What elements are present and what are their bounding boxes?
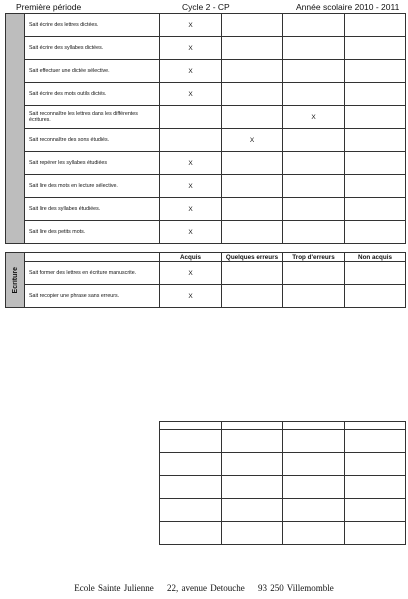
evaluation-cell[interactable] — [345, 221, 406, 244]
empty-row — [160, 430, 406, 453]
evaluation-cell[interactable] — [283, 83, 345, 106]
empty-cell[interactable] — [222, 499, 283, 522]
empty-cell[interactable] — [283, 453, 345, 476]
evaluation-cell[interactable] — [283, 152, 345, 175]
evaluation-cell[interactable] — [222, 83, 283, 106]
evaluation-cell[interactable] — [345, 285, 406, 308]
evaluation-cell[interactable] — [345, 175, 406, 198]
evaluation-cell[interactable] — [222, 262, 283, 285]
table-row — [6, 14, 406, 37]
criterion-label: Sait lire des petits mots. — [25, 221, 160, 244]
evaluation-cell[interactable] — [345, 83, 406, 106]
evaluation-cell[interactable] — [222, 175, 283, 198]
evaluation-cell[interactable] — [283, 198, 345, 221]
empty-cell[interactable] — [222, 476, 283, 499]
evaluation-cell[interactable] — [283, 262, 345, 285]
criterion-label: Sait lire des syllabes étudiées. — [25, 198, 160, 221]
empty-cell[interactable] — [160, 453, 222, 476]
empty-cell[interactable] — [222, 453, 283, 476]
empty-row — [160, 422, 406, 430]
criterion-label: Sait écrire des lettres dictées. — [25, 14, 160, 37]
empty-row — [160, 522, 406, 545]
evaluation-cell[interactable]: X — [160, 175, 222, 198]
empty-cell[interactable] — [283, 499, 345, 522]
evaluation-cell[interactable]: X — [160, 152, 222, 175]
evaluation-cell[interactable] — [283, 221, 345, 244]
column-header: Non acquis — [345, 253, 406, 262]
evaluation-cell[interactable] — [283, 14, 345, 37]
evaluation-cell[interactable] — [222, 106, 283, 129]
evaluation-cell[interactable] — [222, 221, 283, 244]
empty-cell[interactable] — [345, 499, 406, 522]
table-row — [6, 60, 406, 83]
school-address — [0, 583, 408, 593]
empty-cell[interactable] — [283, 522, 345, 545]
table-row — [6, 221, 406, 244]
period-title: Première période — [16, 2, 82, 12]
table-row — [6, 285, 406, 308]
evaluation-cell[interactable]: X — [160, 198, 222, 221]
table-row — [6, 175, 406, 198]
evaluation-cell[interactable] — [160, 106, 222, 129]
evaluation-cell[interactable] — [345, 106, 406, 129]
evaluation-cell[interactable] — [222, 37, 283, 60]
table-row — [6, 83, 406, 106]
school-city: 93 250 Villemomble — [257, 583, 334, 593]
evaluation-cell[interactable]: X — [160, 37, 222, 60]
section-label: Ecriture — [11, 266, 19, 294]
evaluation-cell[interactable] — [283, 285, 345, 308]
empty-cell[interactable] — [345, 422, 406, 430]
criterion-label: Sait former des lettres en écriture manuscrite. — [25, 262, 160, 285]
evaluation-cell[interactable]: X — [160, 14, 222, 37]
criterion-label: Sait écrire des mots outils dictés. — [25, 83, 160, 106]
evaluation-cell[interactable] — [283, 60, 345, 83]
evaluation-cell[interactable] — [345, 152, 406, 175]
cycle-title: Cycle 2 - CP — [182, 2, 230, 12]
empty-cell[interactable] — [222, 422, 283, 430]
evaluation-cell[interactable] — [345, 129, 406, 152]
empty-cell[interactable] — [283, 430, 345, 453]
table-row — [6, 152, 406, 175]
empty-cell[interactable] — [160, 422, 222, 430]
evaluation-cell[interactable]: X — [160, 83, 222, 106]
empty-cell[interactable] — [160, 499, 222, 522]
evaluation-cell[interactable] — [283, 129, 345, 152]
section-label-cell — [6, 253, 25, 308]
evaluation-cell[interactable]: X — [160, 60, 222, 83]
evaluation-cell[interactable]: X — [283, 106, 345, 129]
school-street: 22, avenue Detouche — [166, 583, 245, 593]
empty-cell[interactable] — [160, 522, 222, 545]
empty-cell[interactable] — [283, 422, 345, 430]
evaluation-cell[interactable]: X — [160, 285, 222, 308]
evaluation-cell[interactable] — [283, 175, 345, 198]
evaluation-cell[interactable] — [345, 198, 406, 221]
table-row — [6, 106, 406, 129]
empty-cell[interactable] — [345, 476, 406, 499]
criterion-label: Sait reconnaître les lettres dans les différentes écritures. — [25, 106, 160, 129]
evaluation-cell[interactable] — [345, 60, 406, 83]
criterion-label: Sait repérer les syllabes étudiées — [25, 152, 160, 175]
column-header-row — [6, 253, 406, 262]
evaluation-cell[interactable] — [222, 60, 283, 83]
evaluation-cell[interactable] — [222, 285, 283, 308]
column-header: Acquis — [160, 253, 222, 262]
table-row — [6, 198, 406, 221]
empty-cell[interactable] — [283, 476, 345, 499]
evaluation-cell[interactable]: X — [160, 262, 222, 285]
empty-row — [160, 453, 406, 476]
criterion-label: Sait effectuer une dictée sélective. — [25, 60, 160, 83]
ecriture-table — [5, 252, 406, 308]
empty-cell[interactable] — [345, 522, 406, 545]
criterion-label: Sait lire des mots en lecture sélective. — [25, 175, 160, 198]
empty-cell[interactable] — [160, 476, 222, 499]
column-header: Trop d'erreurs — [283, 253, 345, 262]
table-row — [6, 37, 406, 60]
empty-cell[interactable] — [345, 430, 406, 453]
empty-cell[interactable] — [222, 522, 283, 545]
empty-cell[interactable] — [222, 430, 283, 453]
table-row — [6, 262, 406, 285]
school-year: Année scolaire 2010 - 2011 — [296, 2, 400, 12]
table-row — [6, 129, 406, 152]
evaluation-cell[interactable] — [160, 129, 222, 152]
evaluation-cell[interactable]: X — [160, 221, 222, 244]
evaluation-cell[interactable] — [345, 262, 406, 285]
evaluation-cell[interactable] — [222, 198, 283, 221]
school-name: Ecole Sainte Julienne — [74, 583, 154, 593]
empty-row — [160, 476, 406, 499]
evaluation-cell[interactable] — [222, 14, 283, 37]
empty-cell[interactable] — [345, 453, 406, 476]
criterion-label: Sait reconnaître des sons étudiés. — [25, 129, 160, 152]
lecture-table — [5, 13, 406, 244]
criterion-label: Sait écrire des syllabes dictées. — [25, 37, 160, 60]
empty-cell[interactable] — [160, 430, 222, 453]
evaluation-cell[interactable] — [283, 37, 345, 60]
empty-row — [160, 499, 406, 522]
blank-header-cell — [25, 253, 160, 262]
evaluation-cell[interactable]: X — [222, 129, 283, 152]
column-header: Quelques erreurs — [222, 253, 283, 262]
evaluation-cell[interactable] — [345, 37, 406, 60]
evaluation-cell[interactable] — [222, 152, 283, 175]
criterion-label: Sait recopier une phrase sans erreurs. — [25, 285, 160, 308]
section-label-cell — [6, 14, 25, 244]
evaluation-cell[interactable] — [345, 14, 406, 37]
empty-table — [159, 421, 406, 545]
